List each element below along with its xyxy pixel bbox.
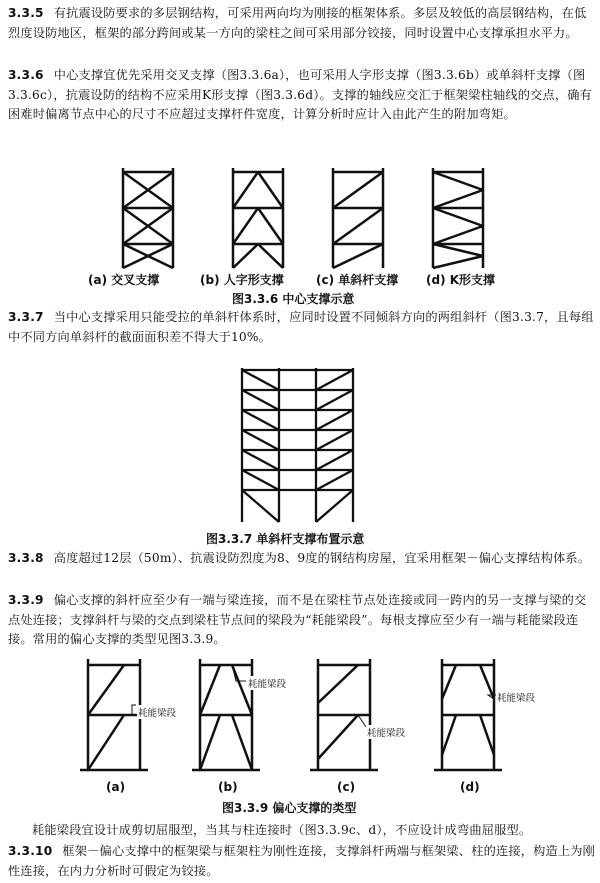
figure-caption-3-3-7: 图3.3.7 单斜杆支撑布置示意 [206,532,365,546]
clause-number: 3.3.6 [8,68,44,82]
figure-label-a: (a) 交叉支撑 [88,273,160,287]
clause-text: 有抗震设防要求的多层钢结构，可采用两向均为刚接的框架体系。多层及较低的高层钢结构，在低烈度设防地区，框架的部分跨间或某一方向的梁柱之间可采用部分铰接，同时设置中心支撑承担水平力。 [8,6,587,40]
clause-number: 3.3.8 [8,551,44,565]
clause-text: 高度超过12层（50m）、抗震设防烈度为8、9度的钢结构房屋，宜采用框架－偏心支撑结构体系。 [53,551,591,565]
figure-label-a: (a) [106,780,126,794]
single-diagonal-frame [333,168,383,268]
figure-3-3-6 [0,160,600,270]
figure-label-c: (c) [337,780,356,794]
chevron-bracing-frame [233,168,283,268]
figure-caption-3-3-6: 图3.3.6 中心支撑示意 [232,292,355,306]
figure-label-d: (d) [460,780,480,794]
eccentric-frame-c [310,659,378,770]
paragraph-3-3-5 [8,4,596,43]
clause-number: 3.3.5 [8,6,44,20]
paragraph-3-3-10 [8,842,596,881]
paragraph-3-3-6 [8,66,596,125]
eccentric-frame-d [434,659,502,770]
single-diagonal-layout-diagram [238,362,368,524]
k-bracing-frame [433,168,483,268]
paragraph-3-3-7 [8,308,596,347]
figure-3-3-7 [238,362,368,524]
central-bracing-diagrams [0,160,600,270]
figure-label-d: (d) K形支撑 [426,273,496,287]
figure-label-c: (c) 单斜杆支撑 [316,273,399,287]
link-label-b: 耗能梁段 [247,676,287,690]
link-label-a: 耗能梁段 [137,705,177,719]
link-label-c: 耗能梁段 [366,725,406,739]
link-label-d: 耗能梁段 [496,690,536,704]
paragraph-3-3-8 [8,549,596,569]
figure-label-b: (b) [218,780,238,794]
clause-number: 3.3.7 [8,310,44,324]
clause-number: 3.3.10 [8,844,53,858]
clause-text: 中心支撑宜优先采用交叉支撑（图3.3.6a），也可采用人字形支撑（图3.3.6b）或单斜杆支撑（图3.3.6c），抗震设防的结构不应采用K形支撑（图3.3.6d）。支撑的轴线应交汇于框架梁柱轴线的交点，确有困难时偏离节点中心的尺寸不应超过支撑杆件宽度，计算分析时应计入由此产生的附加弯矩。 [8,68,593,122]
paragraph-3-3-9 [8,591,596,650]
figure-caption-3-3-9: 图3.3.9 偏心支撑的类型 [222,801,357,815]
clause-number: 3.3.9 [8,593,44,607]
clause-text: 当中心支撑采用只能受拉的单斜杆体系时，应同时设置不同倾斜方向的两组斜杆（图3.3.7，且每组中不同方向单斜杆的截面面积差不得大于10%。 [8,310,594,344]
figure-3-3-9 [0,655,600,785]
cross-bracing-frame [123,168,173,268]
figure-label-b: (b) 人字形支撑 [200,273,284,287]
clause-text: 框架－偏心支撑中的框架梁与框架柱为刚性连接，支撑斜杆两端与框架梁、柱的连接，构造上为刚性连接，在内力分析时可假定为铰接。 [8,844,596,878]
clause-text: 偏心支撑的斜杆应至少有一端与梁连接，而不是在梁柱节点处连接或同一跨内的另一支撑与梁的交点处连接；支撑斜杆与梁的交点到梁柱节点间的梁段为“耗能梁段”。每根支撑应至少有一端与耗能梁段连接。常用的偏心支撑的类型见图3.3.9。 [8,593,587,647]
eccentric-bracing-diagrams [0,655,600,785]
paragraph-3-3-9-continued [8,821,596,841]
clause-text: 耗能梁段宜设计成剪切屈服型，当其与柱连接时（图3.3.9c、d），不应设计成弯曲屈服型。 [32,823,532,837]
